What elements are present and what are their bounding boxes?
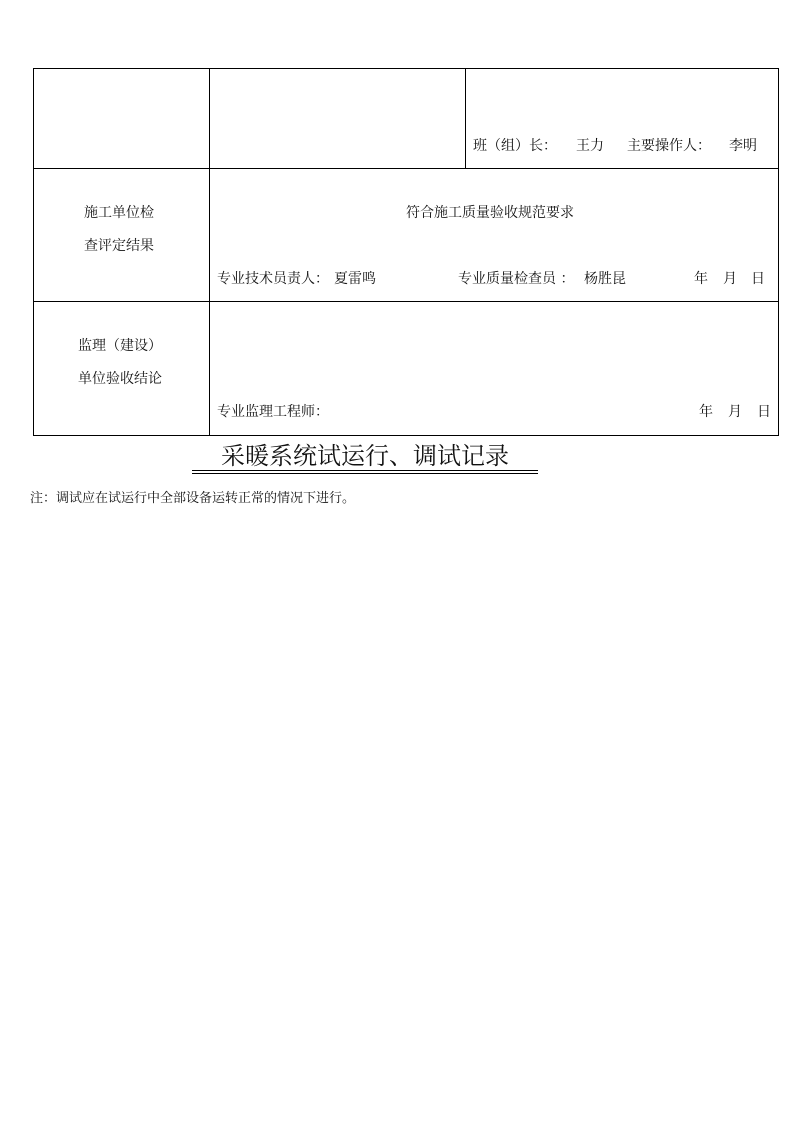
crew-leader-name: 王力 [576,138,604,154]
row-divider [33,301,779,302]
document-title: 采暖系统试运行、调试记录 [221,442,509,470]
row-divider [33,168,779,169]
title-underline [192,473,538,474]
operator-name: 李明 [729,138,757,154]
column-divider [209,68,210,436]
column-divider [465,68,466,168]
date-day: 日 [751,271,765,287]
supervision-label-line1: 监理（建设） [78,338,162,354]
contractor-label-line1: 施工单位检 [84,205,154,221]
contractor-label-line2: 查评定结果 [84,238,154,254]
date-day: 日 [757,404,771,420]
supervision-label-line2: 单位验收结论 [78,371,162,387]
inspection-result: 符合施工质量验收规范要求 [406,205,574,221]
date-month: 月 [723,271,737,287]
date-year: 年 [699,404,713,420]
quality-inspector-name: 杨胜昆 [584,271,626,287]
footnote: 注：调试应在试运行中全部设备运转正常的情况下进行。 [30,491,356,506]
quality-inspector-label: 专业质量检查员 ： [458,271,575,287]
date-month: 月 [728,404,742,420]
tech-lead-label: 专业技术员责人： [217,271,329,287]
crew-leader-label: 班（组）长： [473,138,557,154]
tech-lead-name: 夏雷鸣 [334,271,376,287]
title-underline [192,470,538,471]
supervising-engineer-label: 专业监理工程师： [217,404,329,420]
date-year: 年 [694,271,708,287]
operator-label: 主要操作人： [627,138,711,154]
